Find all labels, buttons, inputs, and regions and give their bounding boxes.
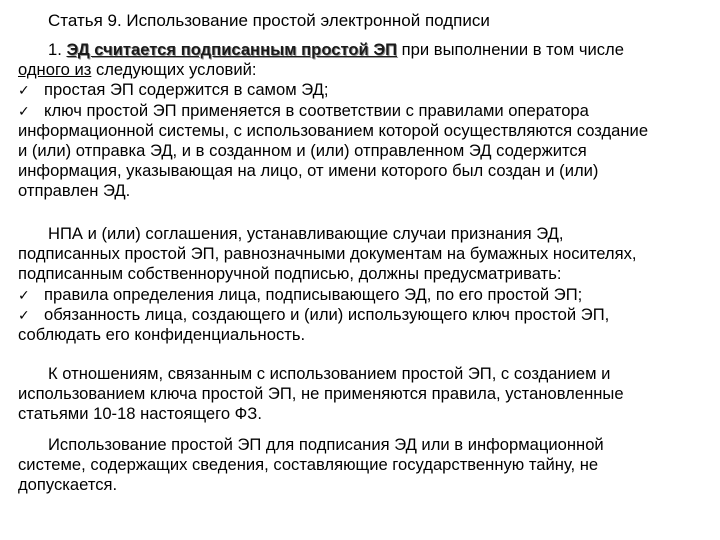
checkmark-icon: ✓	[18, 83, 30, 100]
paragraph-4	[18, 435, 708, 496]
paragraph-3	[18, 364, 708, 425]
paragraph-1	[18, 40, 708, 202]
checklist-item	[18, 101, 708, 121]
emphasized-definition: ЭД считается подписанным простой ЭП	[66, 40, 398, 59]
paragraph-2-line-2: подписанных простой ЭП, равнозначными документам на бумажных носителях,	[18, 244, 637, 264]
paragraph-4-line-3: допускается.	[18, 475, 118, 495]
paragraph-3-line-3: статьями 10-18 настоящего ФЗ.	[18, 404, 262, 424]
underlined-phrase: одного из	[18, 60, 92, 80]
article-title: Статья 9. Использование простой электронной подписи	[48, 11, 490, 30]
checklist-item	[18, 285, 708, 305]
paragraph-4-line-1: Использование простой ЭП для подписания ЭД или в информационной	[48, 435, 604, 454]
paragraph-1-line-2	[18, 60, 708, 80]
paragraph-1-line-5: информационной системы, с использованием которой осуществляются создание	[18, 120, 649, 140]
paragraph-2-line-3: подписанным собственноручной подписью, должны предусматривать:	[18, 264, 562, 284]
checkmark-icon: ✓	[18, 287, 30, 304]
paragraph-1-text: следующих условий:	[91, 60, 257, 80]
paragraph-1-text: при выполнении в том числе	[397, 40, 624, 59]
paragraph-1-line-8: отправлен ЭД.	[18, 181, 131, 201]
checklist-text: правила определения лица, подписывающего ЭД, по его простой ЭП;	[44, 284, 583, 304]
checklist-text: простая ЭП содержится в самом ЭД;	[44, 80, 329, 100]
paragraph-3-line-1: К отношениям, связанным с использованием простой ЭП, с созданием и	[48, 364, 611, 383]
paragraph-3-line-2: использованием ключа простой ЭП, не применяются правила, установленные	[18, 384, 624, 404]
checklist-item	[18, 305, 708, 325]
paragraph-2-line-1: НПА и (или) соглашения, устанавливающие случаи признания ЭД,	[48, 224, 564, 243]
checkmark-icon: ✓	[18, 307, 30, 324]
checkmark-icon: ✓	[18, 103, 30, 120]
paragraph-2-line-6: соблюдать его конфиденциальность.	[18, 324, 306, 344]
checklist-item	[18, 80, 708, 100]
paragraph-1-line-6: и (или) отправка ЭД, и в созданном и (или) отправленном ЭД содержится	[18, 140, 587, 160]
item-number: 1.	[48, 40, 67, 59]
paragraph-1-line-7: информация, указывающая на лицо, от имени которого был создан и (или)	[18, 161, 599, 181]
paragraph-1-line-1	[18, 40, 708, 60]
checklist-text: обязанность лица, создающего и (или) использующего ключ простой ЭП,	[44, 304, 610, 324]
checklist-text: ключ простой ЭП применяется в соответствии с правилами оператора	[44, 100, 589, 120]
paragraph-4-line-2: системе, содержащих сведения, составляющие государственную тайну, не	[18, 455, 599, 475]
paragraph-2	[18, 224, 708, 345]
